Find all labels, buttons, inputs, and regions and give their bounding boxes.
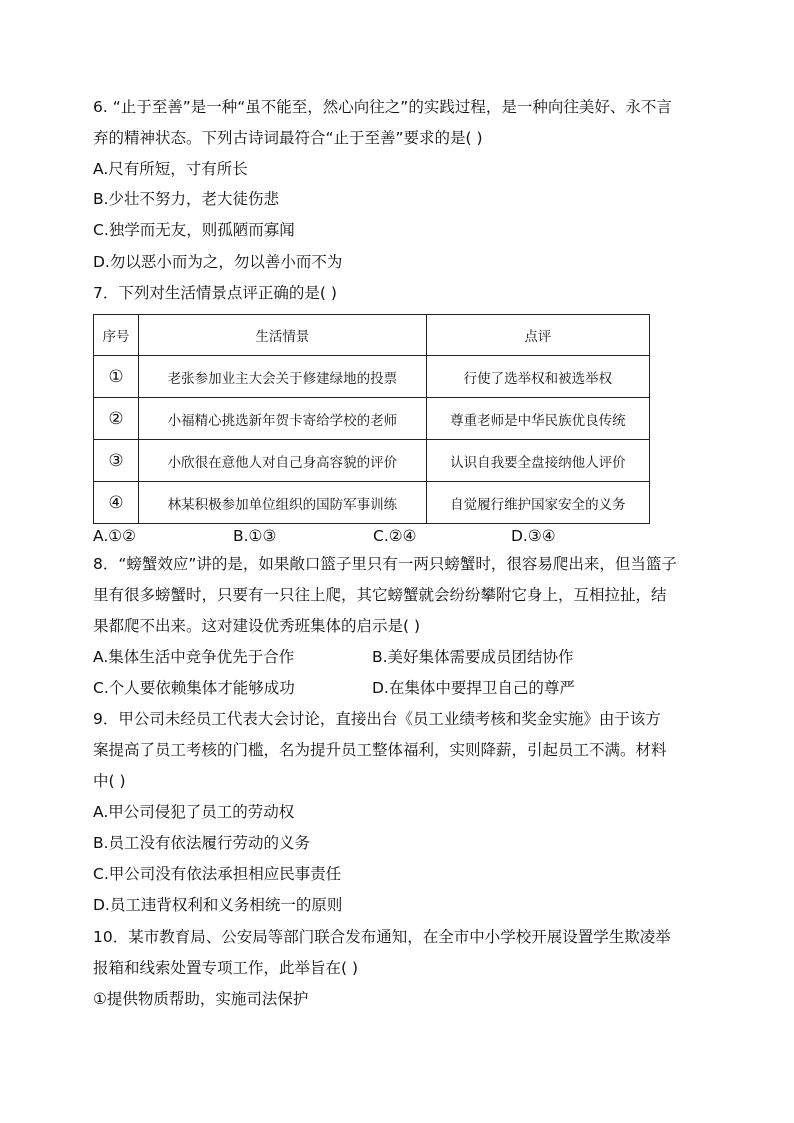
table-row xyxy=(94,356,650,398)
q9-option-b: B.员工没有依法履行劳动的义务 xyxy=(93,834,311,852)
table-cell-comment: 认识自我要全盘接纳他人评价 xyxy=(426,440,649,482)
table-cell-no: ③ xyxy=(94,440,139,482)
q6-stem-line2: 弃的精神状态。下列古诗词最符合“止于至善”要求的是( ) xyxy=(93,129,483,147)
q9-stem-line2: 案提高了员工考核的门槛，名为提升员工整体福利，实则降薪，引起员工不满。材料 xyxy=(93,741,667,759)
q8-option-d: D.在集体中要捍卫自己的尊严 xyxy=(372,679,575,697)
q9-option-d: D.员工违背权利和义务相统一的原则 xyxy=(93,896,343,914)
q8-stem-line2: 里有很多螃蟹时，只要有一只往上爬，其它螃蟹就会纷纷攀附它身上，互相拉扯，结 xyxy=(93,586,667,604)
q8-option-b: B.美好集体需要成员团结协作 xyxy=(372,648,574,666)
q6-option-c: C.独学而无友，则孤陋而寡闻 xyxy=(93,221,295,239)
q7-option-b: B.①③ xyxy=(233,527,277,545)
q8-option-a: A.集体生活中竞争优先于合作 xyxy=(93,648,295,666)
q6-stem-line1: 6. “止于至善”是一种“虽不能至，然心向往之”的实践过程，是一种向往美好、永不言 xyxy=(93,98,672,116)
table-cell-scene: 林某积极参加单位组织的国防军事训练 xyxy=(138,482,426,524)
q7-option-d: D.③④ xyxy=(511,527,556,545)
q7-stem: 7．下列对生活情景点评正确的是( ) xyxy=(93,284,337,302)
q8-option-c: C.个人要依赖集体才能够成功 xyxy=(93,679,295,697)
table-row xyxy=(94,482,650,524)
q7-option-c: C.②④ xyxy=(373,527,417,545)
q7-table xyxy=(93,314,650,524)
q7-option-a: A.①② xyxy=(93,527,137,545)
table-cell-comment: 尊重老师是中华民族优良传统 xyxy=(426,398,649,440)
table-row xyxy=(94,440,650,482)
table-cell-comment: 行使了选举权和被选举权 xyxy=(426,356,649,398)
q6-option-d: D.勿以恶小而为之，勿以善小而不为 xyxy=(93,253,343,271)
q10-stem-line1: 10．某市教育局、公安局等部门联合发布通知，在全市中小学校开展设置学生欺凌举 xyxy=(93,928,671,946)
q9-option-a: A.甲公司侵犯了员工的劳动权 xyxy=(93,803,295,821)
table-header-scene: 生活情景 xyxy=(138,315,426,356)
table-cell-scene: 小福精心挑选新年贺卡寄给学校的老师 xyxy=(138,398,426,440)
table-cell-scene: 老张参加业主大会关于修建绿地的投票 xyxy=(138,356,426,398)
q6-option-b: B.少壮不努力，老大徒伤悲 xyxy=(93,190,280,208)
q10-item1: ①提供物质帮助，实施司法保护 xyxy=(93,990,309,1008)
table-cell-no: ④ xyxy=(94,482,139,524)
q8-stem-line3: 果都爬不出来。这对建设优秀班集体的启示是( ) xyxy=(93,617,421,635)
q9-stem-line3: 中( ) xyxy=(93,772,126,790)
q7-options xyxy=(93,525,653,547)
table-row xyxy=(94,398,650,440)
table-header-row xyxy=(94,315,650,356)
table-cell-comment: 自觉履行维护国家安全的义务 xyxy=(426,482,649,524)
table-header-comment: 点评 xyxy=(426,315,649,356)
q9-stem-line1: 9．甲公司未经员工代表大会讨论，直接出台《员工业绩考核和奖金实施》由于该方 xyxy=(93,710,661,728)
q9-option-c: C.甲公司没有依法承担相应民事责任 xyxy=(93,865,342,883)
table-cell-scene: 小欣很在意他人对自己身高容貌的评价 xyxy=(138,440,426,482)
table-cell-no: ① xyxy=(94,356,139,398)
table-header-no: 序号 xyxy=(94,315,139,356)
table-cell-no: ② xyxy=(94,398,139,440)
q10-stem-line2: 报箱和线索处置专项工作，此举旨在( ) xyxy=(93,959,359,977)
q6-option-a: A.尺有所短，寸有所长 xyxy=(93,160,248,178)
q8-stem-line1: 8．“螃蟹效应”讲的是，如果敞口篮子里只有一两只螃蟹时，很容易爬出来，但当篮子 xyxy=(93,555,677,573)
